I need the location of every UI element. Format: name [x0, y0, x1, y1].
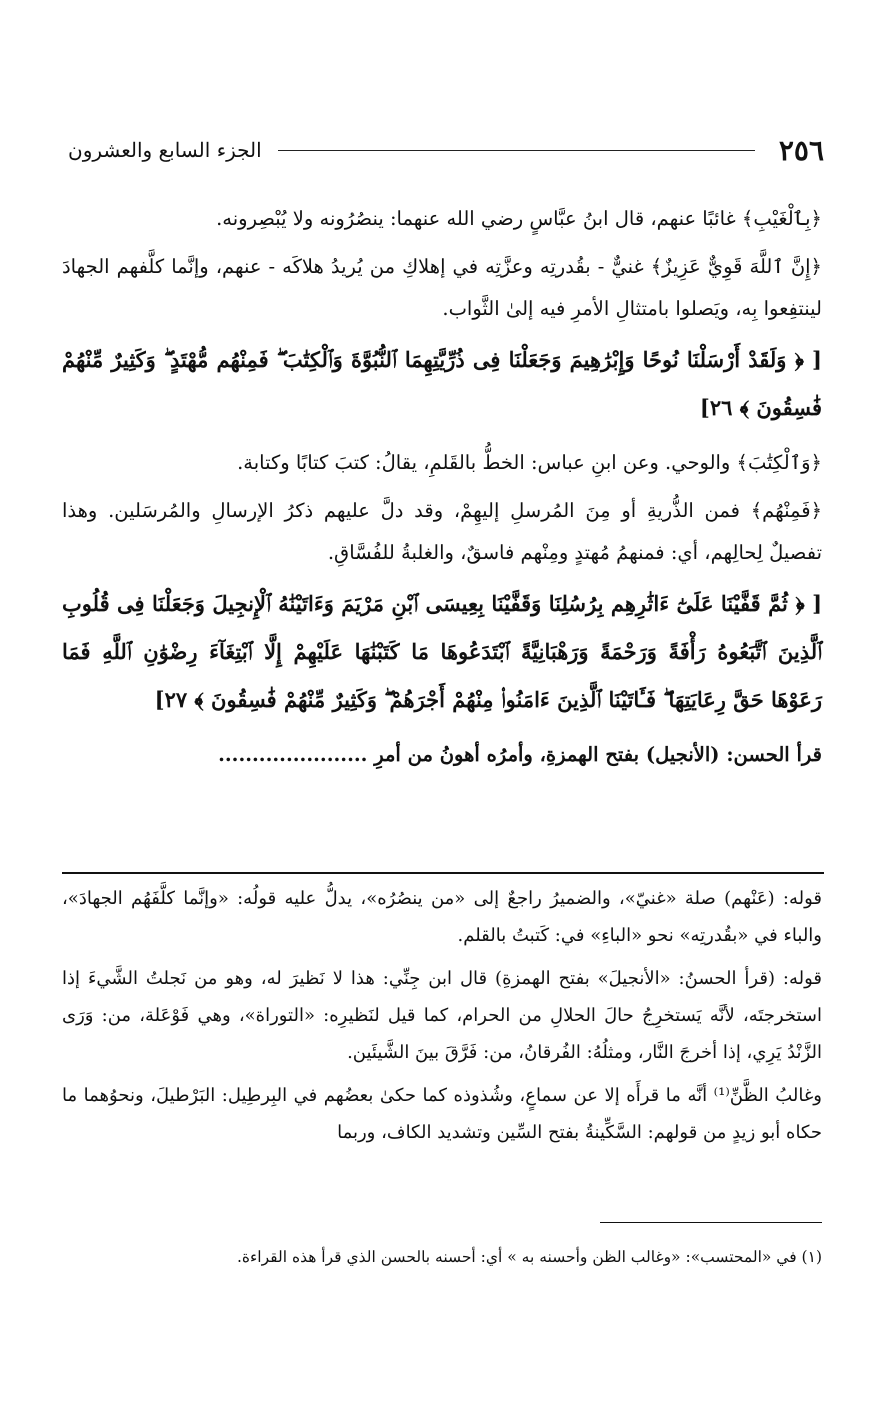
header-rule [278, 150, 755, 151]
verse-26: [ ﴿ وَلَقَدْ أَرْسَلْنَا نُوحًا وَإِبْرَٰهِيمَ وَجَعَلْنَا فِى ذُرِّيَّتِهِمَا ٱلنُّبُوَّةَ وَٱلْكِتَٰبَ ۖ فَمِنْهُم مُّهْتَدٍ ۖ وَكَثِيرٌ مِّنْهُمْ فَٰسِقُونَ ﴾ ٢٦] [62, 347, 822, 420]
verse-27: [ ﴿ ثُمَّ قَفَّيْنَا عَلَىٰٓ ءَاثَٰرِهِم بِرُسُلِنَا وَقَفَّيْنَا بِعِيسَى ٱبْنِ مَرْيَمَ وَءَاتَيْنَٰهُ ٱلْإِنجِيلَ وَجَعَلْنَا فِى قُلُوبِ ٱلَّذِينَ ٱتَّبَعُوهُ رَأْفَةً وَرَحْمَةً وَرَهْبَانِيَّةً ٱبْتَدَعُوهَا مَا كَتَبْنَٰهَا عَلَيْهِمْ إِلَّا ٱبْتِغَآءَ رِضْوَٰنِ ٱللَّهِ فَمَا رَعَوْهَا حَقَّ رِعَايَتِهَا ۖ فَـَٔاتَيْنَا ٱلَّذِينَ ءَامَنُوا۟ مِنْهُمْ أَجْرَهُمْ ۖ وَكَثِيرٌ مِّنْهُمْ فَٰسِقُونَ ﴾ ٢٧] [62, 591, 822, 712]
commentary-paragraph-2: قوله: (قرأ الحسنُ: «الأنجيلَ» بفتح الهمزةِ) قال ابن جِنِّي: هذا لا نَظيرَ له، وهو من نَجلتُ الشَّيءَ إذا استخرجتَه، لأنَّه يَستخرِجُ حالَ الحلالِ من الحرام، كما قيل لنَظيرِه: «التوراة»، وهي فَوْعَلة، من: وَرَى الزَّنْدُ يَرِي، إذا أخرجَ النَّار، ومثلُهُ: الفُرقانُ، من: فَرَّقَ بينَ الشَّيئَين. [62, 968, 822, 1063]
commentary-paragraph-3: وغالبُ الظَّنِّ⁽¹⁾ أنَّه ما قرأَه إلا عن سماعٍ، وشُذوذه كما حكىٰ بعضُهم في البِرطِيل: البَرْطيلَ، ونحوُهما ما حكاه أبو زيدٍ من قولهم: السَّكِّينةُ بفتح السِّين وتشديد الكاف، وربما [62, 1085, 822, 1143]
paragraph-al-kitab: ﴿وَٱلْكِتَٰبَ﴾ والوحي. وعن ابنِ عباس: الخطُّ بالقَلمِ، يقالُ: كتبَ كتابًا وكتابة. [237, 451, 822, 474]
commentary-paragraph-1: قوله: (عَنْهم) صلة «غنيّ»، والضميرُ راجعٌ إلى «من ينصُرُه»، يدلُّ عليه قولُه: «وإنَّما كلَّفَهُم الجهادَ»، والباء في «بقُدرتِه» نحو «الباءِ» في: كَتبتُ بالقلم. [62, 888, 822, 946]
footnote-separator [600, 1222, 822, 1223]
paragraph-qira-al-hasan: قرأ الحسن: (الأنجيل) بفتح الهمزةِ، وأمرُه أهونُ من أمرِ ...................... [218, 743, 822, 766]
footnote: (١) في «المحتسب»: «وغالب الظن وأحسنه به » أي: أحسنه بالحسن الذي قرأ هذه القراءة. [236, 1248, 822, 1266]
commentary-text [62, 880, 822, 1157]
running-title: الجزء السابع والعشرون [68, 138, 262, 162]
paragraph-bil-ghayb: ﴿بِٱلْغَيْبِ﴾ غائبًا عنهم، قال ابنُ عبَّاسٍ رضي الله عنهما: ينصُرُونه ولا يُبْصِرونه. [216, 207, 822, 230]
paragraph-fa-minhum: ﴿فَمِنْهُم﴾ فمن الذُّريةِ أو مِنَ المُرسلِ إليهِمْ، وقد دلَّ عليهم ذكرُ الإرسالِ والمُرسَلين. وهذا تفصيلٌ لِحالِهم، أي: فمنهمُ مُهتدٍ ومِنْهم فاسقٌ، والغلبةُ للفُسَّاقِ. [62, 499, 822, 564]
commentary-separator [62, 872, 824, 874]
page-header [68, 128, 824, 172]
paragraph-qawiyy-aziz: ﴿إِنَّ ٱللَّهَ قَوِيٌّ عَزِيزٌ﴾ غنيٌّ - بقُدرتِه وعزَّتِه في إهلاكِ من يُريدُ هلاكَه - عنهم، وإنَّما كلَّفهم الجهادَ لينتفِعوا بِه، ويَصلوا بامتثالِ الأمرِ فيه إلىٰ الثَّواب. [62, 255, 822, 320]
page-number: ٢٥٦ [778, 133, 824, 167]
main-text [62, 198, 822, 782]
